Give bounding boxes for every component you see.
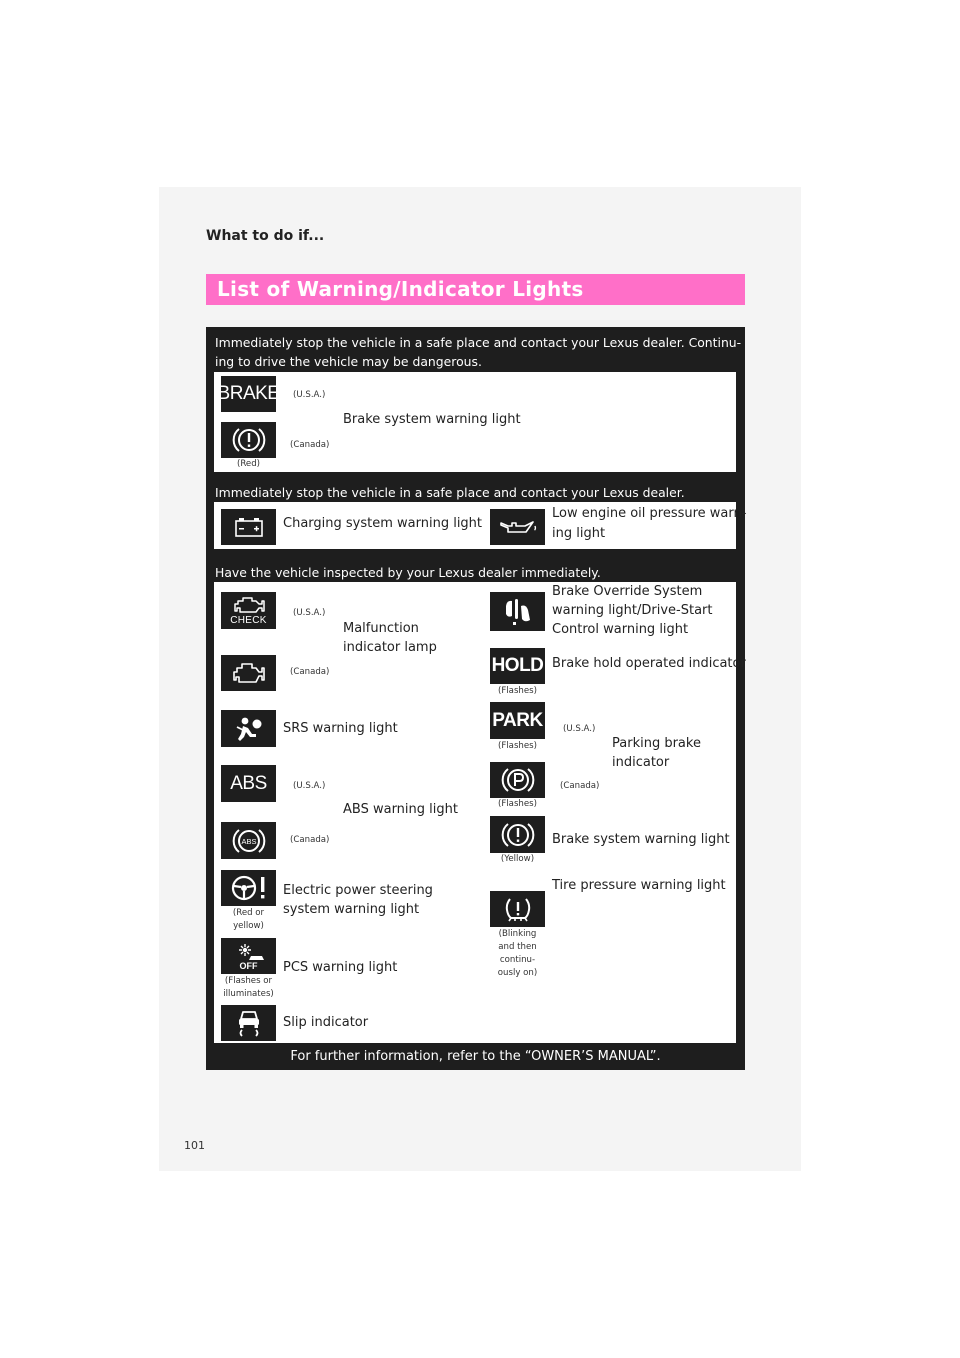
abs-warning-label: ABS warning light [343,802,458,817]
brake-system-yellow-label: Brake system warning light [552,832,730,847]
slip-indicator-label: Slip indicator [283,1015,369,1030]
abs-small-text: ABS [240,836,257,846]
brake-hold-label: Brake hold operated indicator [552,656,746,671]
footer-note: For further information, refer to the “OWNER’S MANUAL”. [290,1049,661,1064]
steering-wheel-warning-icon [221,870,276,906]
abs-circle-icon [221,822,276,859]
brake-exclamation-icon [490,816,545,853]
check-word: CHECK [230,615,267,626]
brake-override-label-line3: Control warning light [552,622,689,637]
parking-brake-p-icon [490,762,545,798]
parking-brake-label-line1: Parking brake [612,736,701,751]
brake-override-icon [490,592,545,631]
oil-can-icon [490,509,545,545]
page-number: 101 [184,1139,205,1152]
flashes-note: (Flashes) [498,686,537,696]
tire-pressure-label: Tire pressure warning light [552,878,726,893]
color-yellow-note: (Yellow) [500,854,535,864]
region-canada: (Canada) [290,835,330,845]
parking-brake-label-line2: indicator [612,755,670,770]
section-title: What to do if... [206,228,325,244]
eps-color-note-line1: (Red or [232,908,265,918]
tire-note-line1: (Blinking [498,929,537,939]
srs-airbag-icon [221,710,276,747]
group2-header: Immediately stop the vehicle in a safe place and contact your Lexus dealer. [215,485,685,500]
pcs-note-line1: (Flashes or [224,976,273,986]
oil-pressure-label-line1: Low engine oil pressure warn- [552,506,747,521]
group1-header-line2: ing to drive the vehicle may be dangerous. [215,354,482,369]
page-title: List of Warning/Indicator Lights [217,277,584,301]
group1-header-line1: Immediately stop the vehicle in a safe place and contact your Lexus dealer. Continu- [215,335,742,350]
park-icon: PARK [490,702,545,739]
region-canada: (Canada) [560,781,600,791]
mil-label-line2: indicator lamp [343,640,437,655]
check-engine-icon [221,592,276,629]
tire-note-line2: and then [498,942,537,952]
region-usa: (U.S.A.) [293,390,326,400]
flashes-note: (Flashes) [498,741,537,751]
slip-indicator-icon [221,1005,276,1041]
region-usa: (U.S.A.) [293,608,326,618]
region-usa: (U.S.A.) [293,781,326,791]
pcs-warning-label: PCS warning light [283,960,398,975]
charging-system-warning-label: Charging system warning light [283,516,483,531]
color-red-note: (Red) [236,459,261,469]
group3-header: Have the vehicle inspected by your Lexus dealer immediately. [215,565,601,580]
brake-text-icon: BRAKE [221,376,276,412]
abs-text-icon: ABS [221,765,276,802]
tire-note-line3: continu- [499,955,536,965]
brake-override-label-line2: warning light/Drive-Start [552,603,713,618]
brake-system-warning-label: Brake system warning light [343,412,521,427]
tire-note-line4: ously on) [497,968,538,978]
eps-label-line2: system warning light [283,902,420,917]
mil-label-line1: Malfunction [343,621,419,636]
brake-exclamation-icon [221,422,276,458]
flashes-note: (Flashes) [498,799,537,809]
oil-pressure-label-line2: ing light [552,526,606,541]
srs-warning-label: SRS warning light [283,721,398,736]
brake-override-label-line1: Brake Override System [552,584,703,599]
battery-icon [221,509,276,545]
region-canada: (Canada) [290,667,330,677]
pcs-note-line2: illuminates) [223,989,274,999]
region-canada: (Canada) [290,440,330,450]
title-banner [206,274,745,305]
engine-icon [221,655,276,691]
pcs-icon [221,938,276,974]
eps-color-note-line2: yellow) [233,921,264,931]
tire-pressure-icon [490,891,545,927]
eps-label-line1: Electric power steering [283,883,433,898]
hold-icon: HOLD [490,648,545,684]
pcs-off-word: OFF [239,960,258,971]
region-usa: (U.S.A.) [563,724,596,734]
